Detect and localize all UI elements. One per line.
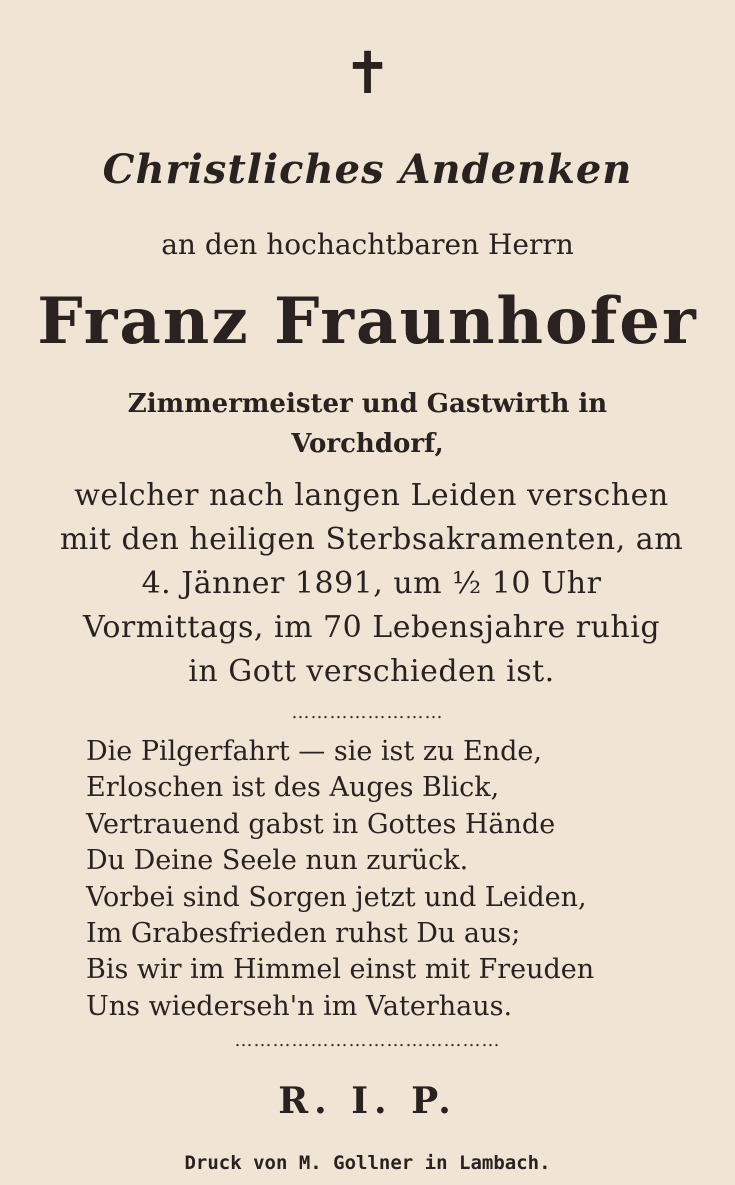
poem-line: Du Deine Seele nun zurück. (86, 845, 469, 877)
notice-line: Vormittags, im 70 Lebensjahre ruhig (82, 610, 661, 645)
dotted-divider: …………………………………… (234, 1030, 501, 1051)
printer-credit: Druck von M. Gollner in Lambach. (184, 1152, 551, 1174)
memorial-poem (86, 734, 594, 1025)
poem-line: Im Grabesfrieden ruhst Du aus; (86, 918, 521, 950)
cross-icon: ✝ (343, 39, 392, 107)
poem-line: Bis wir im Himmel einst mit Freuden (86, 954, 595, 986)
poem-line: Die Pilgerfahrt — sie ist zu Ende, (86, 736, 542, 767)
notice-line: 4. Jänner 1891, um ½ 10 Uhr (141, 566, 602, 601)
poem-line: Uns wiederseh'n im Vaterhaus. (86, 990, 513, 1022)
dedication-line: an den hochachtbaren Herrn (161, 228, 574, 261)
card-title: Christliches Andenken (102, 146, 633, 193)
occupation-line: Vorchdorf, (291, 429, 444, 459)
rip-inscription: R. I. P. (278, 1080, 457, 1122)
poem-line: Erloschen ist des Auges Blick, (86, 772, 500, 804)
notice-line: welcher nach langen Leiden verschen (74, 478, 669, 513)
dotted-divider: …………………… (291, 702, 444, 723)
death-notice-text (48, 474, 695, 694)
occupation-line: Zimmermeister und Gastwirth in (127, 389, 608, 419)
poem-line: Vorbei sind Sorgen jetzt und Leiden, (86, 881, 587, 913)
poem-line: Vertrauend gabst in Gottes Hände (86, 808, 556, 840)
notice-line: in Gott verschieden ist. (188, 654, 555, 689)
notice-line: mit den heiligen Sterbsakramenten, am (59, 522, 684, 557)
occupation-text (60, 384, 675, 464)
deceased-name: Franz Fraunhofer (37, 284, 698, 359)
